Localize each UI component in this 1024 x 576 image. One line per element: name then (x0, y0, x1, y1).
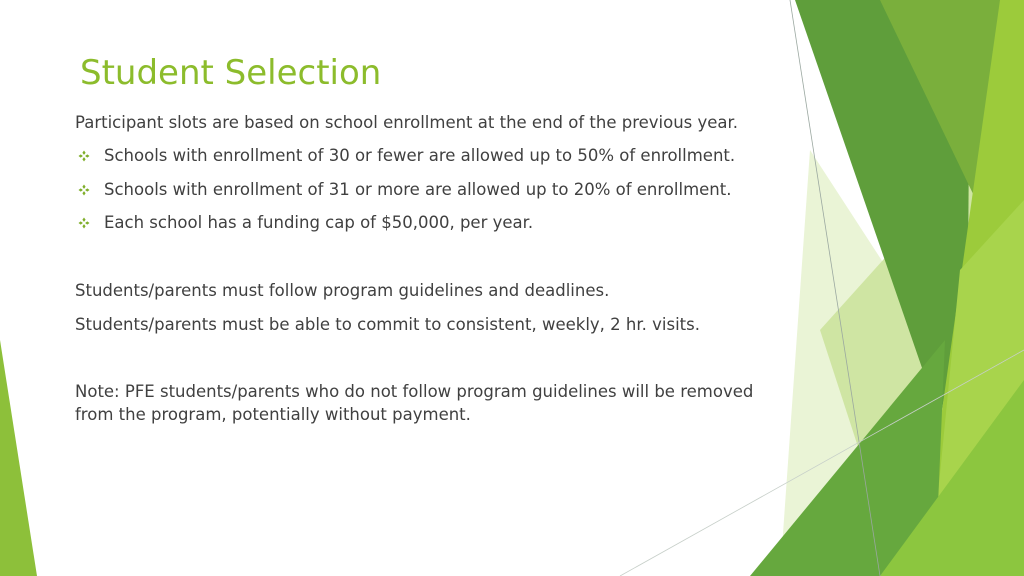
guideline-text-2: Students/parents must be able to commit to consistent, weekly, 2 hr. visits. (75, 315, 700, 334)
four-diamond-bullet-icon (78, 184, 90, 196)
guideline-text-1: Students/parents must follow program guidelines and deadlines. (75, 281, 610, 300)
four-diamond-bullet-icon (78, 217, 90, 229)
bullet-item-2: Schools with enrollment of 31 or more are allowed up to 20% of enrollment. (104, 180, 732, 199)
left-green-wedge (0, 340, 37, 576)
note-line-2: from the program, potentially without payment. (75, 405, 471, 424)
bullet-item-3: Each school has a funding cap of $50,000, per year. (104, 213, 534, 232)
slide-title: Student Selection (80, 53, 382, 93)
note-line-1: Note: PFE students/parents who do not follow program guidelines will be removed (75, 382, 754, 401)
four-diamond-bullet-icon (78, 150, 90, 162)
intro-text: Participant slots are based on school enrollment at the end of the previous year. (75, 113, 739, 132)
bullet-item-1: Schools with enrollment of 30 or fewer are allowed up to 50% of enrollment. (104, 146, 736, 165)
